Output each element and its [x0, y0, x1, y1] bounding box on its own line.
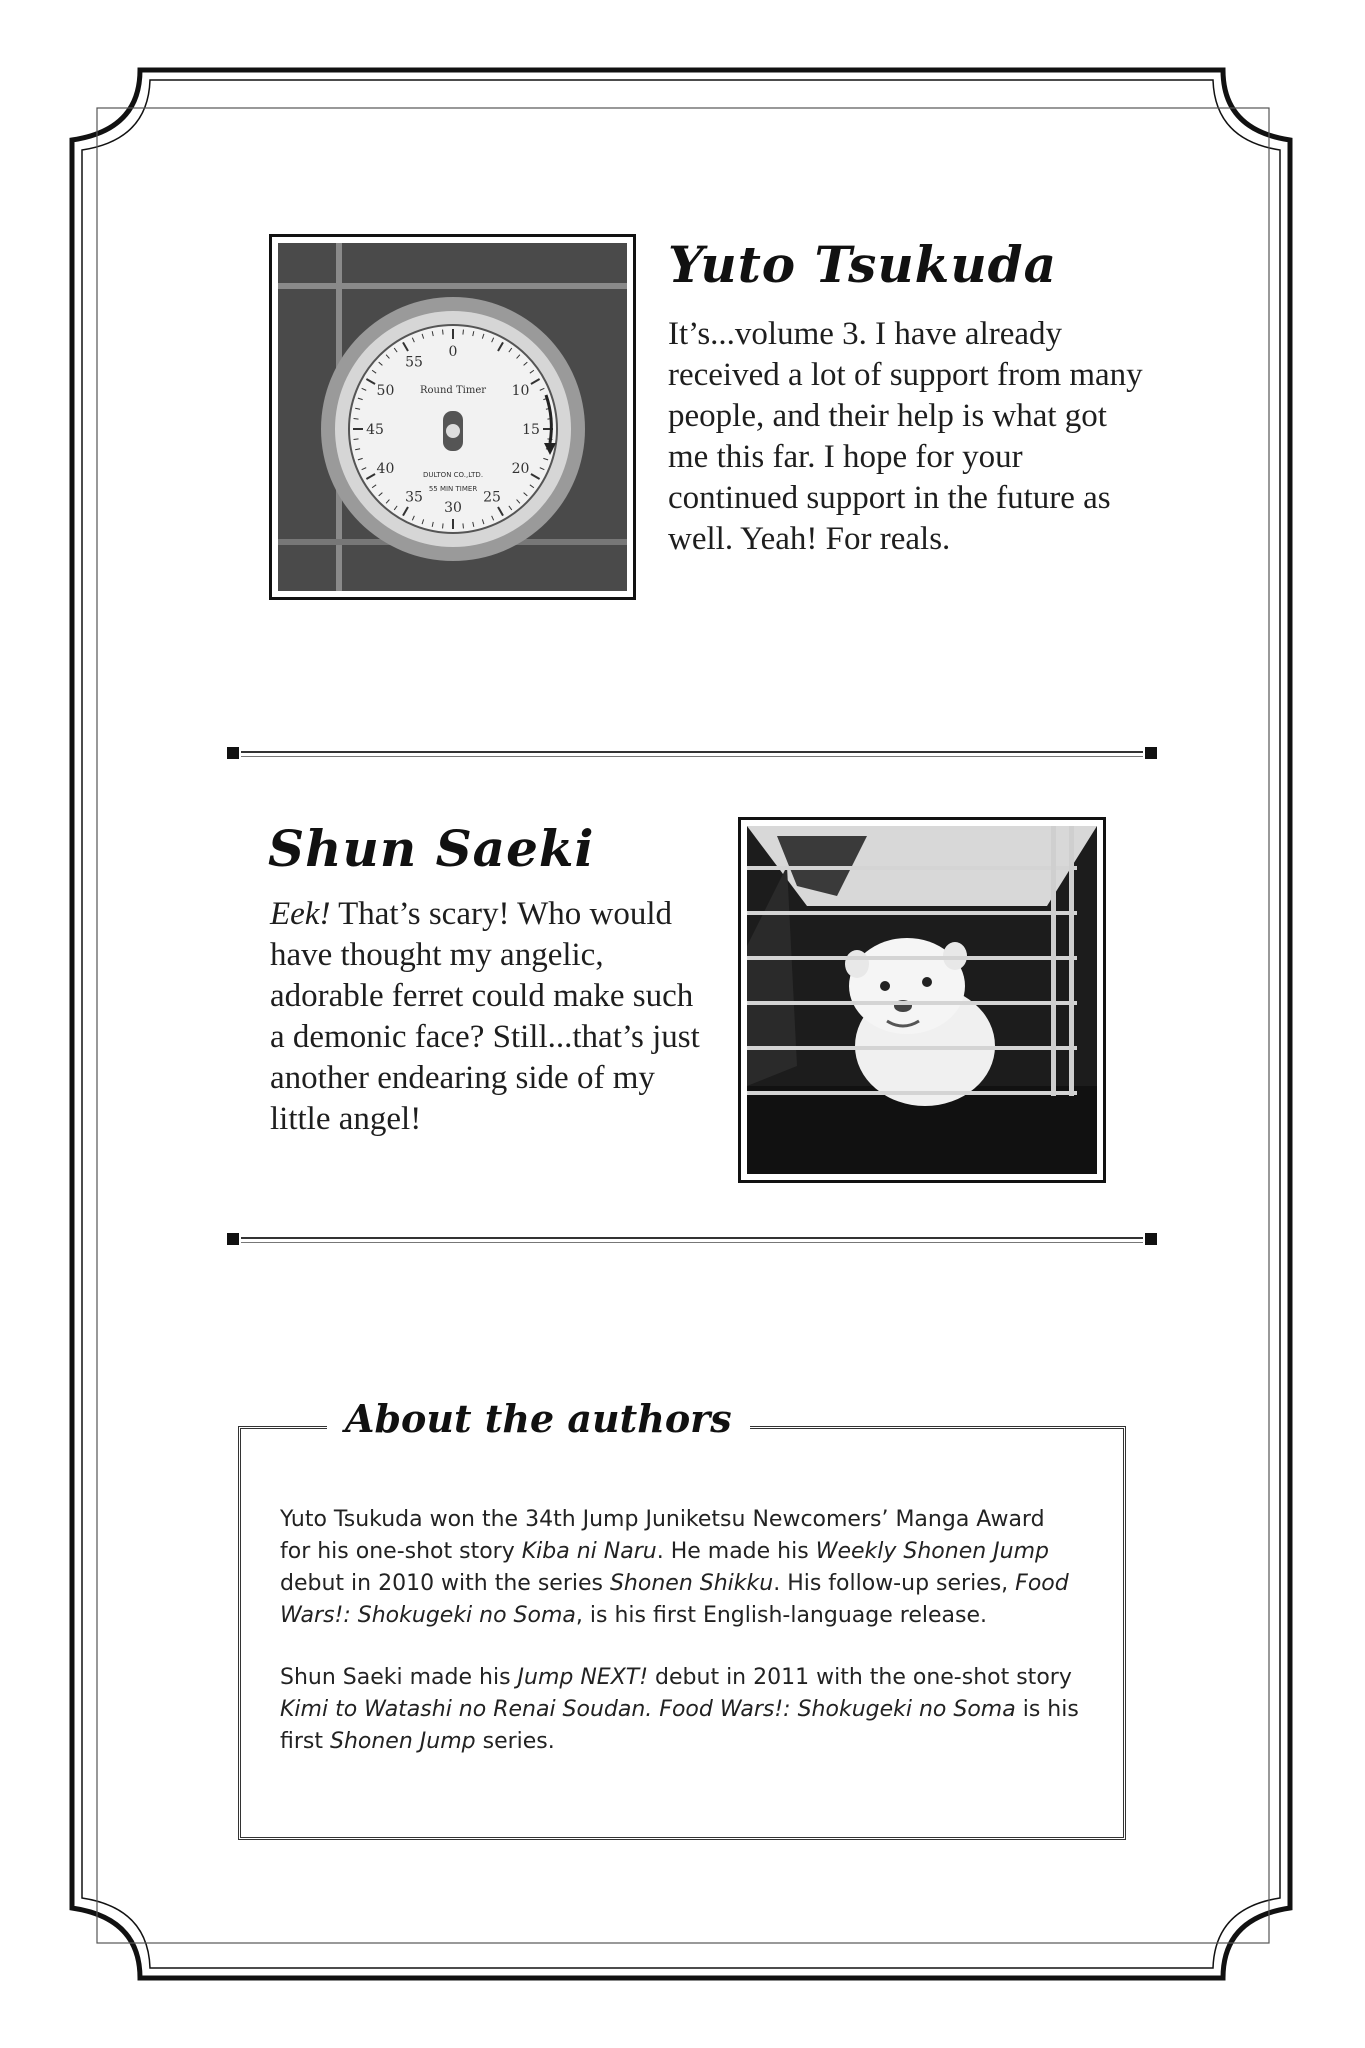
italic-title-text: Food Wars!: Shokugeki no Soma — [280, 1571, 1069, 1628]
blurb-text: That’s scary! Who would have thought my angelic, adorable ferret could make such a demonic face? Still...that’s just another endearing side of my little angel! — [270, 896, 700, 1137]
divider-end-square — [227, 1233, 239, 1245]
cage-bar — [747, 911, 1077, 915]
italic-title-text: Weekly Shonen Jump — [815, 1539, 1049, 1564]
timer-tick — [463, 330, 464, 335]
author-name-shun-saeki: Shun Saeki — [268, 819, 595, 878]
divider-end-square — [1145, 747, 1157, 759]
timer-dial-number: 40 — [376, 461, 395, 477]
about-paragraph-tsukuda — [280, 1504, 1080, 1632]
timer-tick — [354, 439, 359, 440]
divider-end-square — [227, 747, 239, 759]
cage-bar — [747, 1091, 1077, 1095]
timer-maker-text: DULTON CO.,LTD. — [422, 471, 484, 479]
paragraph-text: debut in 2010 with the series — [280, 1571, 610, 1596]
italic-title-text: Jump NEXT! — [517, 1665, 649, 1690]
cage-bar — [747, 1001, 1077, 1005]
paragraph-text: Yuto Tsukuda won the 34th Jump Juniketsu Newcomers’ Manga Award for his one-shot story — [280, 1507, 1045, 1564]
timer-dial-number: 55 — [405, 354, 423, 371]
timer-tick — [443, 330, 444, 335]
timer-tick — [443, 523, 444, 528]
timer-dial-number: 35 — [405, 489, 423, 506]
ferret-in-cage-photo — [738, 817, 1106, 1183]
timer-dial-number: 25 — [483, 489, 501, 506]
author-blurb-shun-saeki — [270, 894, 700, 1140]
timer-tick — [463, 523, 464, 528]
timer-dial-number: 0 — [448, 344, 458, 360]
cage-bar — [747, 956, 1077, 960]
italic-title-text: Kimi to Watashi no Renai Soudan. Food Wars!: Shokugeki no Soma — [280, 1697, 1016, 1722]
paragraph-text: is his first — [280, 1697, 1079, 1754]
divider-line — [241, 751, 1143, 757]
section-divider — [227, 746, 1157, 762]
cage-bar — [747, 866, 1077, 870]
timer-dial-number: 50 — [376, 383, 395, 399]
divider-end-square — [1145, 1233, 1157, 1245]
paragraph-text: series. — [475, 1729, 555, 1754]
kitchen-timer-photo — [269, 234, 636, 600]
author-blurb-yuto-tsukuda: It’s...volume 3. I have already received a lot of support from many people, and their help is what got me this far. I hope for your continued support in the future as well. Yeah! For reals. — [668, 316, 1143, 557]
timer-tick — [354, 419, 359, 420]
timer-dial-number: 30 — [444, 500, 462, 516]
paragraph-text: . His follow-up series, — [773, 1571, 1016, 1596]
timer-dial-number: 15 — [522, 422, 540, 438]
divider-line — [241, 1237, 1143, 1243]
about-authors-title: About the authors — [327, 1400, 750, 1438]
blurb-emphasis: Eek! — [270, 896, 331, 932]
timer-brand-text: Round Timer — [419, 385, 487, 396]
paragraph-text: , is his first English-language release. — [575, 1603, 987, 1628]
section-divider — [227, 1232, 1157, 1248]
paragraph-text: . He made his — [656, 1539, 816, 1564]
about-authors-box — [238, 1426, 1126, 1840]
timer-dial-number: 45 — [366, 422, 384, 438]
timer-dial-number: 10 — [511, 383, 530, 399]
timer-minutes-text: 55 MIN TIMER — [428, 485, 478, 493]
timer-dial-number: 20 — [511, 461, 530, 477]
paragraph-text: debut in 2011 with the one-shot story — [648, 1665, 1072, 1690]
author-name-yuto-tsukuda: Yuto Tsukuda — [668, 235, 1058, 294]
italic-title-text: Shonen Jump — [329, 1729, 476, 1754]
about-paragraph-saeki — [280, 1662, 1080, 1758]
italic-title-text: Shonen Shikku — [609, 1571, 774, 1596]
paragraph-text: Shun Saeki made his — [280, 1665, 518, 1690]
italic-title-text: Kiba ni Naru — [521, 1539, 657, 1564]
cage-bar — [747, 1046, 1077, 1050]
